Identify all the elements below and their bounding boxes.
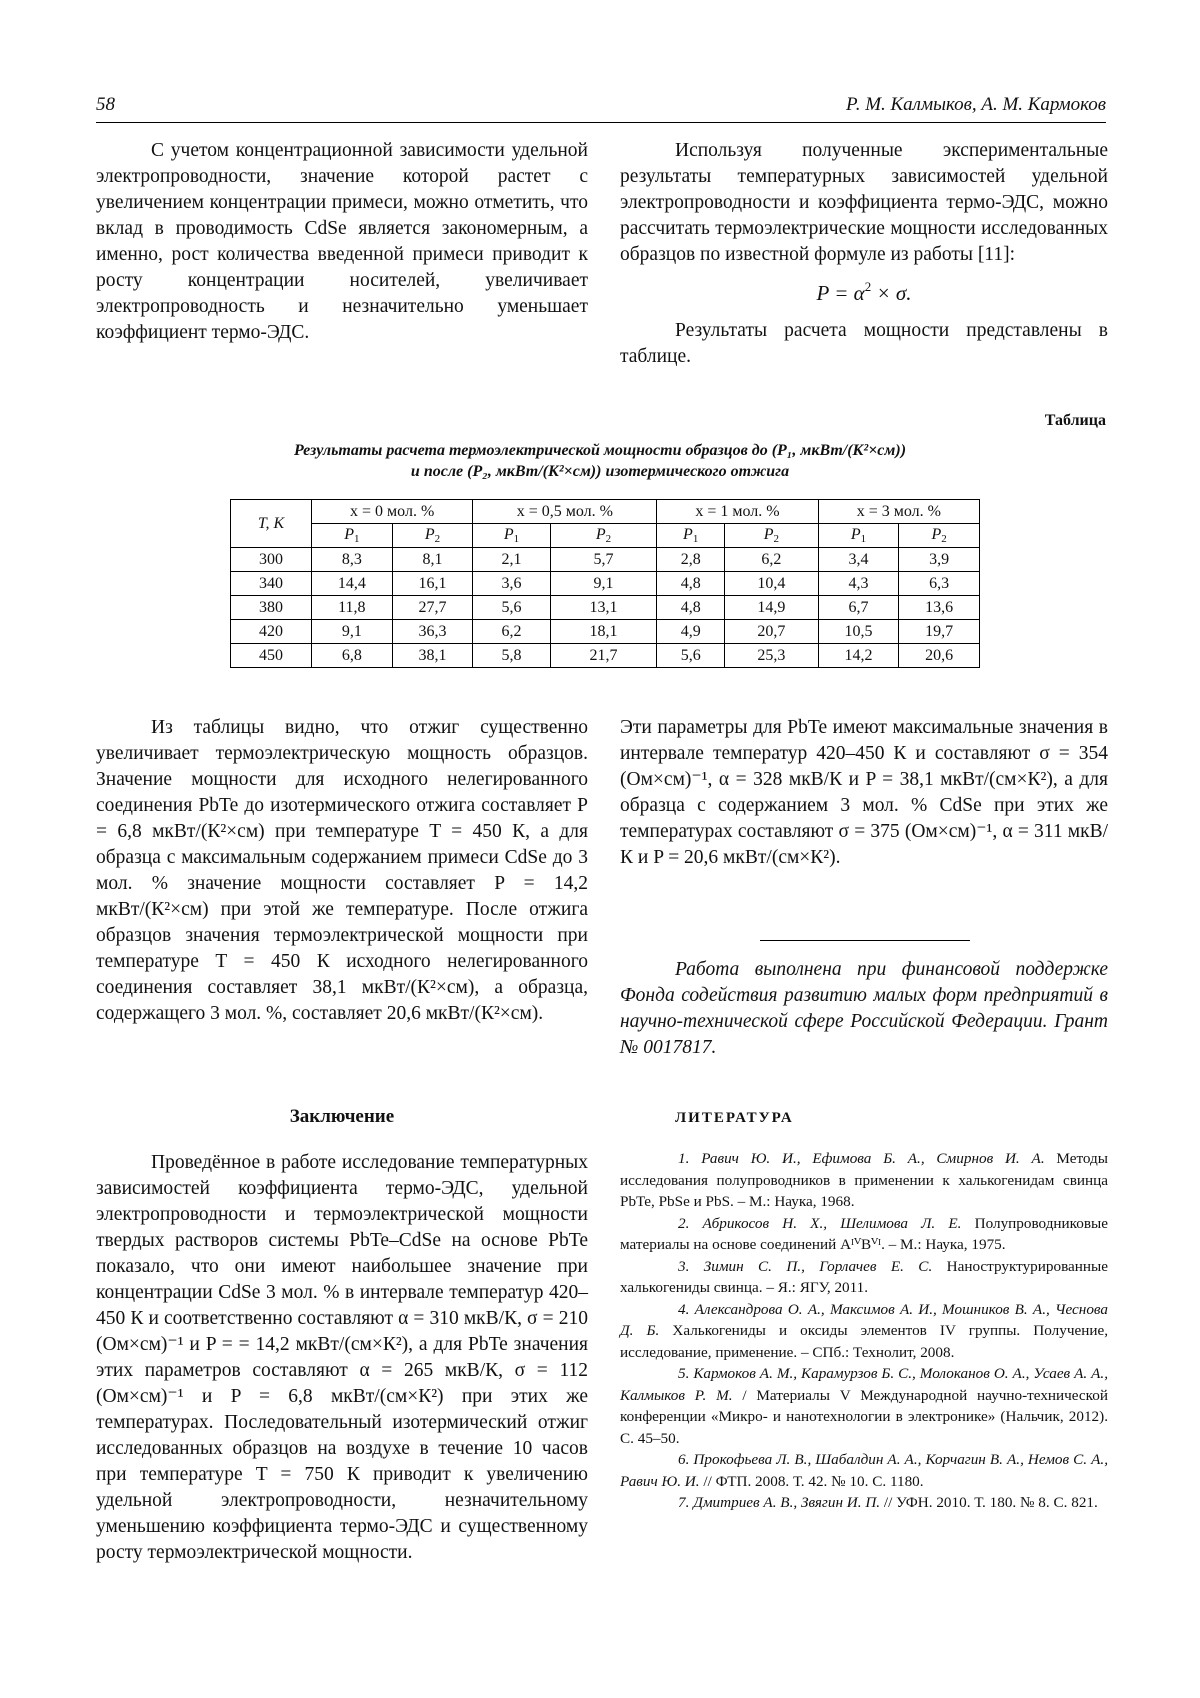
table-cell-value: 11,8 — [312, 596, 393, 620]
table-header-group: x = 1 мол. % — [657, 500, 818, 524]
reference-item — [620, 1213, 1108, 1256]
table-cell-value: 20,6 — [899, 644, 980, 668]
power-table-body — [231, 500, 980, 668]
table-cell-value: 3,4 — [818, 548, 899, 572]
reference-item — [620, 1363, 1108, 1449]
reference-item — [620, 1492, 1108, 1514]
reference-authors: 7. Дмитриев А. В., Звягин И. П. — [678, 1494, 881, 1511]
page-number: 58 — [96, 94, 115, 115]
reference-item — [620, 1256, 1108, 1299]
table-cell-value: 10,4 — [725, 572, 819, 596]
reference-details: Халькогениды и оксиды элементов IV группы. Получение, исследование, применение. – СПб.: Технолит, 2008. — [620, 1322, 1109, 1361]
conclusion-block — [96, 1150, 588, 1566]
table-cell-temperature: 450 — [231, 644, 312, 668]
subheader-index: 2 — [773, 533, 779, 545]
table-cell-value: 25,3 — [725, 644, 819, 668]
table-subheader-cell — [473, 524, 550, 548]
reference-item — [620, 1299, 1108, 1364]
table-cell-value: 6,7 — [818, 596, 899, 620]
table-header-group: x = 0 мол. % — [312, 500, 473, 524]
reference-details: Наноструктурированные халькогениды свинца. – Я.: ЯГУ, 2011. — [620, 1257, 1109, 1296]
table-row — [231, 620, 980, 644]
table-subheader-cell — [899, 524, 980, 548]
table-row — [231, 596, 980, 620]
reference-item — [620, 1148, 1108, 1213]
table-header-group: x = 3 мол. % — [818, 500, 979, 524]
acknowledgement-block — [620, 957, 1108, 1061]
right-intro-block — [620, 138, 1108, 370]
conclusion-title: Заключение — [289, 1106, 395, 1127]
table-cell-value: 4,8 — [657, 572, 725, 596]
table-cell-value: 9,1 — [312, 620, 393, 644]
conclusion-paragraph: Проведённое в работе исследование температурных зависимостей коэффициента термо-ЭДС, удельной электропроводности и термоэлектрической мощности твердых растворов системы PbTe–CdSe на основе PbTe показало, что они имеют наибольшее значение при концентрации CdSe 3 мол. % в интервале температур 420–450 К и соответственно составляют α = 310 мкВ/К, σ = 210 (Ом×см)⁻¹ и P = = 14,2 мкВт/(см×К²), а для PbTe значения этих параметров составляют α = 265 мкВ/К, σ = 112 (Ом×см)⁻¹ и P = 6,8 мкВт/(см×К²) при этих же температурах. Последовательный изотермический отжиг исследованных образцов на воздухе в течение 10 часов при температуре T = 750 К приводит к увеличению удельной электропроводности, незначительному уменьшению коэффициента термо-ЭДС и существенному росту термоэлектрической мощности. — [96, 1152, 588, 1563]
table-header-row-1 — [231, 500, 980, 524]
table-cell-value: 14,2 — [818, 644, 899, 668]
table-cell-value: 3,6 — [473, 572, 550, 596]
table-cell-value: 6,3 — [899, 572, 980, 596]
separator-line — [760, 940, 970, 941]
subheader-symbol: P — [595, 526, 606, 543]
table-cell-value: 14,4 — [312, 572, 393, 596]
table-cell-value: 36,3 — [392, 620, 473, 644]
table-caption-line1: Результаты расчета термоэлектрической мощности образцов до (P₁, мкВт/(К²×см)) — [293, 442, 907, 459]
table-row — [231, 548, 980, 572]
subheader-index: 2 — [605, 533, 612, 545]
reference-details: / Материалы V Международной научно-технической конференции «Микро- и нанотехнологии в электронике» (Нальчик, 2012). С. 45–50. — [620, 1386, 1108, 1447]
subheader-symbol: P — [683, 526, 693, 543]
page-header — [96, 88, 1106, 123]
table-subheader-cell — [312, 524, 393, 548]
right-middle-block — [620, 715, 1108, 871]
table-header-temperature: T, К — [231, 500, 312, 548]
table-cell-value: 6,2 — [725, 548, 819, 572]
subheader-symbol: P — [344, 526, 354, 543]
left-intro-block — [96, 138, 588, 346]
acknowledgement-text: Работа выполнена при финансовой поддержке Фонда содействия развитию малых форм предприятий в научно-технической сфере Российской Федерации. Грант № 0017817. — [620, 959, 1108, 1058]
table-cell-value: 18,1 — [550, 620, 657, 644]
table-cell-value: 4,8 — [657, 596, 725, 620]
table-subheader-cell — [725, 524, 819, 548]
table-cell-value: 21,7 — [550, 644, 657, 668]
table-cell-value: 38,1 — [392, 644, 473, 668]
subheader-symbol: P — [503, 526, 514, 543]
table-cell-value: 27,7 — [392, 596, 473, 620]
reference-authors: 6. Прокофьева Л. В., Шабалдин А. А., Корчагин В. А., Немов С. А., Равич Ю. И. — [620, 1451, 1108, 1490]
reference-authors: 3. Зимин С. П., Горлачев Е. С. — [678, 1257, 933, 1275]
subheader-index: 1 — [860, 533, 867, 545]
reference-details: Методы исследования полупроводников в применении к халькогенидам свинца PbTe, PbSe и PbS. – М.: Наука, 1968. — [620, 1150, 1108, 1210]
table-row — [231, 572, 980, 596]
table-cell-value: 2,8 — [657, 548, 725, 572]
table-cell-temperature: 380 — [231, 596, 312, 620]
table-cell-value: 13,1 — [550, 596, 657, 620]
table-cell-value: 19,7 — [899, 620, 980, 644]
table-cell-value: 8,1 — [392, 548, 473, 572]
subheader-symbol: P — [763, 526, 774, 543]
table-cell-value: 4,9 — [657, 620, 725, 644]
reference-details: // УФН. 2010. Т. 180. № 8. С. 821. — [880, 1494, 1098, 1511]
formula-rhs: × σ. — [871, 281, 912, 305]
table-cell-value: 4,3 — [818, 572, 899, 596]
table-label: Таблица — [1044, 412, 1106, 429]
table-cell-value: 5,6 — [473, 596, 550, 620]
table-cell-value: 10,5 — [818, 620, 899, 644]
reference-authors: 4. Александрова О. А., Максимов А. И., Мошников В. А., Чеснова Д. Б. — [620, 1300, 1108, 1339]
table-header-row-2 — [231, 524, 980, 548]
table-row — [231, 644, 980, 668]
table-cell-value: 6,8 — [312, 644, 393, 668]
table-cell-value: 5,8 — [473, 644, 550, 668]
subheader-index: 2 — [941, 533, 947, 545]
subheader-index: 1 — [353, 533, 360, 545]
reference-details: // ФТП. 2008. Т. 42. № 10. С. 1180. — [699, 1472, 924, 1490]
formula-exponent: 2 — [864, 279, 872, 294]
literature-title: ЛИТЕРАТУРА — [675, 1110, 794, 1126]
reference-authors: 1. Равич Ю. И., Ефимова Б. А., Смирнов И. А. — [678, 1150, 1045, 1167]
right-after-formula-paragraph: Результаты расчета мощности представлены в таблице. — [620, 320, 1108, 367]
table-cell-value: 14,9 — [725, 596, 819, 620]
table-cell-value: 16,1 — [392, 572, 473, 596]
table-cell-value: 9,1 — [550, 572, 657, 596]
table-cell-value: 6,2 — [473, 620, 550, 644]
table-subheader-cell — [550, 524, 657, 548]
right-intro-paragraph: Используя полученные экспериментальные результаты температурных зависимостей удельной электропроводности и коэффициента термо-ЭДС, можно рассчитать термоэлектрические мощности исследованных образцов по известной формуле из работы [11]: — [620, 140, 1108, 265]
left-middle-paragraph: Из таблицы видно, что отжиг существенно увеличивает термоэлектрическую мощность образцов. Значение мощности для исходного нелегированного соединения PbTe до изотермического отжига составляет P = 6,8 мкВт/(К²×см) при температуре T = 450 К, а для образца с максимальным содержанием примеси CdSe до 3 мол. % значение мощности составляет P = 14,2 мкВт/(К²×см) при этой же температуре. После отжига образцов значения термоэлектрической мощности при температуре T = 450 К исходного нелегированного соединения составляет 38,1 мкВт/(К²×см), а образца, содержащего 3 мол. %, составляет 20,6 мкВт/(К²×см). — [96, 717, 588, 1024]
table-cell-value: 5,6 — [657, 644, 725, 668]
running-authors: Р. М. Калмыков, А. М. Кармоков — [846, 94, 1106, 115]
reference-details: Полупроводниковые материалы на основе соединений AᴵⱽBⱽᴵ. – М.: Наука, 1975. — [620, 1214, 1108, 1253]
reference-list — [620, 1148, 1108, 1514]
right-middle-paragraph: Эти параметры для PbTe имеют максимальные значения в интервале температур 420–450 К и составляют σ = 354 (Ом×см)⁻¹, α = 328 мкВ/К и P = 38,1 мкВт/(см×К²), а для образца с содержанием 3 мол. % CdSe при этих же температурах составляют σ = 375 (Ом×см)⁻¹, α = 311 мкВ/К и P = 20,6 мкВт/(см×К²). — [620, 717, 1108, 868]
subheader-index: 2 — [434, 533, 441, 545]
table-cell-temperature: 340 — [231, 572, 312, 596]
table-cell-value: 5,7 — [550, 548, 657, 572]
left-middle-block — [96, 715, 588, 1027]
table-caption-line2: и после (P₂, мкВт/(К²×см)) изотермического отжига — [410, 463, 790, 480]
reference-authors: 5. Кармоков А. М., Карамурзов Б. С., Молоканов О. А., Усаев А. А., Калмыков Р. М. — [620, 1365, 1108, 1404]
table-subheader-cell — [392, 524, 473, 548]
table-header-group: x = 0,5 мол. % — [473, 500, 657, 524]
table-cell-value: 2,1 — [473, 548, 550, 572]
power-formula — [620, 274, 1108, 306]
reference-item — [620, 1449, 1108, 1492]
subheader-symbol: P — [424, 526, 435, 543]
formula-lhs: P = α — [816, 281, 865, 305]
power-table — [230, 499, 980, 668]
table-cell-temperature: 300 — [231, 548, 312, 572]
table-cell-value: 8,3 — [312, 548, 393, 572]
table-caption — [150, 440, 1050, 482]
subheader-symbol: P — [850, 526, 861, 543]
subheader-index: 1 — [513, 533, 520, 545]
table-cell-value: 13,6 — [899, 596, 980, 620]
table-cell-value: 20,7 — [725, 620, 819, 644]
subheader-symbol: P — [931, 526, 942, 543]
table-cell-temperature: 420 — [231, 620, 312, 644]
table-cell-value: 3,9 — [899, 548, 980, 572]
table-subheader-cell — [657, 524, 725, 548]
reference-authors: 2. Абрикосов Н. Х., Шелимова Л. Е. — [678, 1214, 962, 1232]
table-subheader-cell — [818, 524, 899, 548]
left-intro-paragraph: С учетом концентрационной зависимости удельной электропроводности, значение которой растет с увеличением концентрации примеси, можно отметить, что вклад в проводимость CdSe является закономерным, а именно, рост количества введенной примеси приводит к росту концентрации носителей, увеличивает электропроводность и незначительно уменьшает коэффициент термо-ЭДС. — [96, 140, 588, 343]
subheader-index: 1 — [692, 533, 699, 545]
